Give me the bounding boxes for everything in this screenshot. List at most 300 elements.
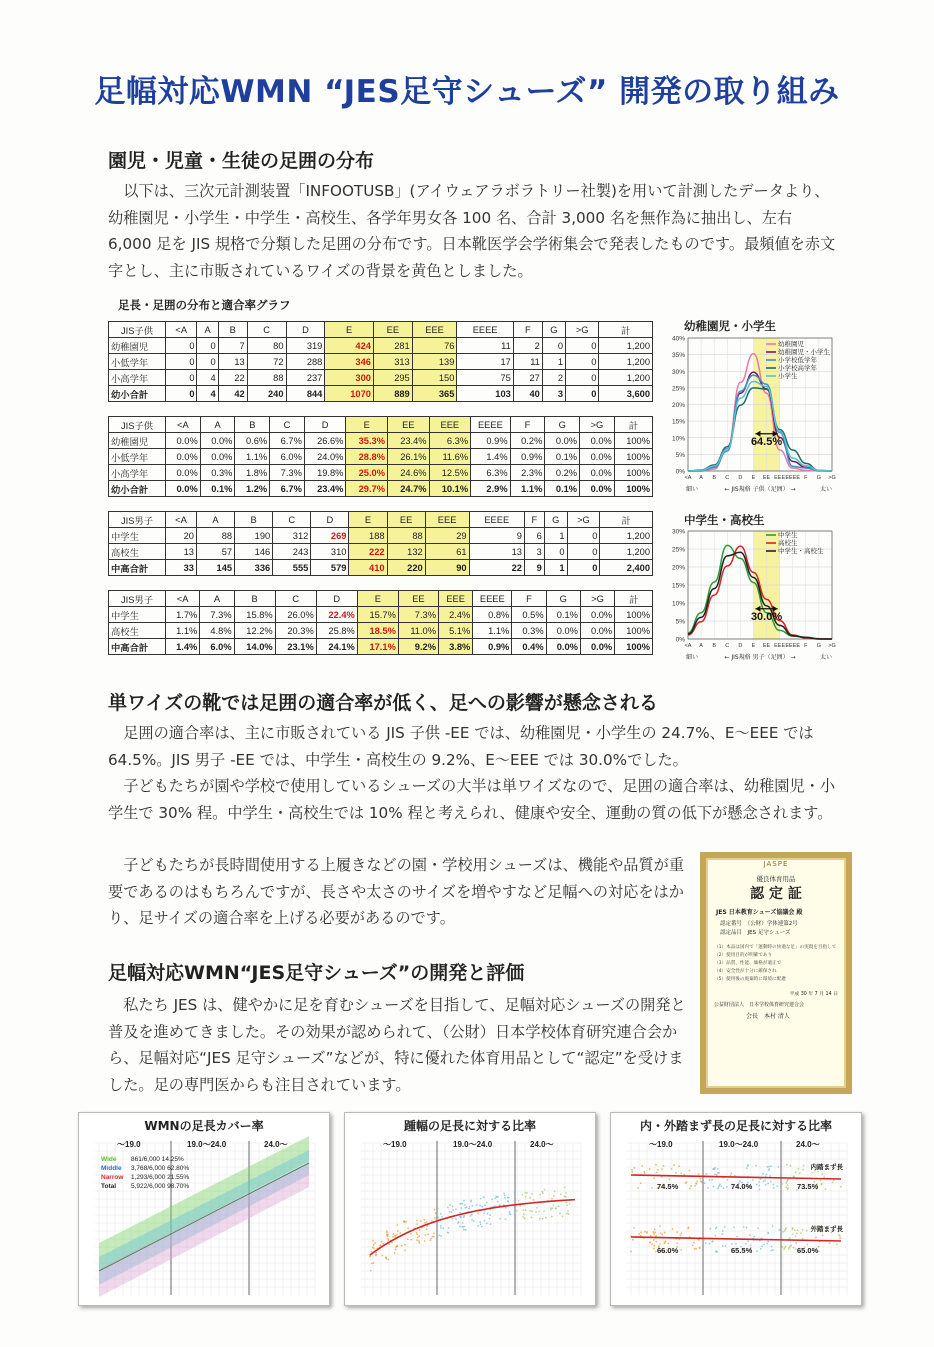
table-cell: 100% — [614, 449, 652, 465]
table-cell: 139 — [412, 354, 457, 370]
table-row — [109, 607, 653, 623]
scatter-point — [550, 1209, 552, 1211]
table-header-cell: G — [542, 322, 565, 338]
legend-value: 5,922/6,000 98.70% — [131, 1183, 190, 1190]
scatter-point — [735, 1243, 737, 1245]
table-cell: 1.2% — [235, 481, 270, 497]
scatter-point — [560, 1193, 562, 1195]
y-tick-label: 25% — [671, 546, 685, 554]
scatter-point — [480, 1223, 482, 1225]
scatter-point — [770, 1165, 772, 1167]
chart1-line-chart — [660, 332, 840, 497]
distribution-table-4 — [108, 590, 653, 655]
table-cell: 1,200 — [600, 528, 653, 544]
distribution-table-1 — [108, 321, 653, 402]
scatter-point — [486, 1222, 488, 1224]
table-cell: 0.9% — [471, 433, 511, 449]
scatter-point — [770, 1181, 772, 1183]
y-tick-label: 20% — [671, 564, 685, 572]
scatter-point — [518, 1200, 520, 1202]
annotation-label: 30.0% — [750, 610, 783, 623]
scatter-point — [660, 1232, 662, 1234]
scatter-point — [767, 1166, 769, 1168]
section2-paragraph-3: 子どもたちが長時間使用する上履きなどの園・学校用シューズは、機能や品質が重要であるのはもちろんですが、長さや太さのサイズを増やすなど足幅への対応をはかり、足サイズの適合率を上げる必要があるのです。 — [108, 856, 685, 927]
scatter-point — [484, 1204, 486, 1206]
scatter-point — [779, 1229, 781, 1231]
table-cell: 269 — [311, 528, 349, 544]
table-row — [109, 386, 653, 402]
scatter-point — [381, 1241, 383, 1243]
table-header-cell: C — [273, 512, 311, 528]
table-row-label: 幼稚園児 — [109, 433, 166, 449]
thumbnail-3-title: 内・外踏まず長の足長に対する比率 — [639, 1119, 832, 1133]
legend-key: Wide — [101, 1156, 117, 1163]
table-cell: 3,600 — [599, 386, 653, 402]
scatter-point — [711, 1179, 713, 1181]
scatter-point — [792, 1233, 794, 1235]
scatter-point — [714, 1173, 716, 1175]
y-tick-label: 10% — [671, 600, 685, 608]
scatter-point — [430, 1237, 432, 1239]
table-cell: 23.4% — [304, 481, 346, 497]
scatter-point — [730, 1174, 732, 1176]
table-cell: 6.0% — [200, 639, 234, 655]
scatter-point — [781, 1183, 783, 1185]
scatter-point — [680, 1249, 682, 1251]
table-cell: 57 — [196, 544, 234, 560]
table-cell: 7 — [218, 338, 247, 354]
table-cell: 0.0% — [200, 433, 235, 449]
table-cell: 1.8% — [235, 465, 270, 481]
table-cell: 0.1% — [546, 607, 580, 623]
scatter-point — [760, 1248, 762, 1250]
table-cell: 11.0% — [398, 623, 438, 639]
table-cell: 0 — [544, 544, 567, 560]
table-cell: 26.1% — [388, 449, 430, 465]
table-row-label: 中高合計 — [109, 560, 166, 576]
x-axis-caption-mid: ← JIS規格 子供（足囲） → — [724, 486, 796, 493]
table-cell: 2.9% — [471, 481, 511, 497]
table-cell: 0 — [197, 338, 218, 354]
scatter-point — [690, 1185, 692, 1187]
annotation-label: 64.5% — [750, 435, 783, 448]
scatter-point — [653, 1233, 655, 1235]
scatter-point — [562, 1216, 564, 1218]
table-header-cell: <A — [166, 322, 197, 338]
table-cell: 2,400 — [600, 560, 653, 576]
section1-text — [108, 178, 838, 284]
table-header-cell: 計 — [600, 512, 653, 528]
certificate-issuer: 公益財団法人 日本学校体育研究連合会 — [714, 1002, 805, 1008]
scatter-point — [434, 1217, 436, 1219]
table-cell: 9.2% — [398, 639, 438, 655]
table-cell: 22 — [218, 370, 247, 386]
scatter-point — [799, 1172, 801, 1174]
table-cell: 4.8% — [200, 623, 234, 639]
x-tick-label: C — [725, 643, 730, 649]
table-cell: 0.1% — [545, 449, 580, 465]
scatter-point — [435, 1218, 437, 1220]
scatter-point — [644, 1172, 646, 1174]
scatter-point — [509, 1211, 511, 1213]
x-tick-label: G — [816, 643, 822, 649]
scatter-point — [416, 1233, 418, 1235]
scatter-point — [543, 1210, 545, 1212]
scatter-point — [424, 1240, 426, 1242]
scatter-point — [566, 1204, 568, 1206]
table-header-cell: >G — [580, 417, 615, 433]
table-cell: 20.3% — [275, 623, 316, 639]
table-row — [109, 449, 653, 465]
range-label: 19.0〜24.0 — [719, 1140, 759, 1149]
scatter-point — [678, 1165, 680, 1167]
x-axis-caption-left: 細い — [686, 486, 699, 493]
scatter-point — [497, 1201, 499, 1203]
scatter-point — [632, 1239, 634, 1241]
table-header-cell: G — [544, 512, 567, 528]
scatter-point — [641, 1165, 643, 1167]
scatter-point — [704, 1182, 706, 1184]
table-cell: 281 — [373, 338, 412, 354]
scatter-point — [460, 1217, 462, 1219]
scatter-point — [749, 1234, 751, 1236]
scatter-point — [416, 1223, 418, 1225]
scatter-point — [686, 1181, 688, 1183]
table-cell: 6 — [524, 528, 544, 544]
table-cell: 0.0% — [580, 433, 615, 449]
scatter-point — [434, 1209, 436, 1211]
scatter-point — [416, 1220, 418, 1222]
distribution-table-3 — [108, 511, 653, 576]
distribution-tables — [108, 321, 653, 655]
table-cell: 336 — [235, 560, 273, 576]
scatter-point — [802, 1229, 804, 1231]
scatter-point — [424, 1222, 426, 1224]
table-cell: 410 — [349, 560, 387, 576]
y-tick-label: 20% — [671, 402, 685, 409]
scatter-point — [782, 1246, 784, 1248]
x-tick-label: B — [712, 643, 717, 649]
legend-label: 中学生 — [778, 532, 798, 539]
chart2-line-chart — [660, 525, 840, 665]
scatter-point — [676, 1231, 678, 1233]
distribution-table-2 — [108, 416, 653, 497]
table-header-cell: F — [510, 417, 545, 433]
scatter-point — [757, 1227, 759, 1229]
x-tick-label: EEEE — [785, 475, 801, 481]
table-row — [109, 528, 653, 544]
scatter-point — [477, 1225, 479, 1227]
table-cell: 844 — [286, 386, 325, 402]
scatter-point — [407, 1227, 409, 1229]
x-tick-label: >G — [828, 643, 836, 649]
table-cell: 0.2% — [545, 465, 580, 481]
table-header-cell: A — [200, 591, 234, 607]
table-cell: 310 — [311, 544, 349, 560]
scatter-point — [525, 1196, 527, 1198]
scatter-point — [418, 1240, 420, 1242]
scatter-point — [423, 1219, 425, 1221]
table-cell: 240 — [247, 386, 286, 402]
table-cell: 24.1% — [316, 639, 357, 655]
thumbnail-2-title: 踵幅の足長に対する比率 — [403, 1119, 536, 1133]
scatter-point — [714, 1167, 716, 1169]
scatter-point — [631, 1169, 633, 1171]
table-cell: 288 — [286, 354, 325, 370]
scatter-point — [564, 1195, 566, 1197]
scatter-point — [667, 1243, 669, 1245]
scatter-point — [471, 1219, 473, 1221]
scatter-point — [508, 1197, 510, 1199]
scatter-point — [524, 1192, 526, 1194]
scatter-point — [509, 1213, 511, 1215]
scatter-point — [452, 1209, 454, 1211]
table-cell: 300 — [325, 370, 374, 386]
scatter-point — [762, 1173, 764, 1175]
scatter-point — [395, 1248, 397, 1250]
table-cell: 100% — [615, 639, 653, 655]
range-label: 19.0〜24.0 — [187, 1140, 227, 1149]
thumbnail-2-plot — [355, 1135, 585, 1300]
scatter-point — [463, 1226, 465, 1228]
scatter-point — [387, 1259, 389, 1261]
table-cell: 88 — [247, 370, 286, 386]
x-tick-label: F — [804, 475, 808, 481]
scatter-point — [463, 1229, 465, 1231]
scatter-point — [717, 1168, 719, 1170]
scatter-point — [552, 1207, 554, 1209]
scatter-point — [525, 1209, 527, 1211]
table-header-cell: JIS男子 — [109, 591, 166, 607]
table-cell: 24.0% — [304, 449, 346, 465]
table-cell: 0 — [565, 370, 598, 386]
thumbnail-arch-ratio — [610, 1112, 862, 1306]
scatter-point — [687, 1228, 689, 1230]
table-row — [109, 465, 653, 481]
scatter-point — [694, 1185, 696, 1187]
table-cell: 0 — [567, 544, 600, 560]
scatter-point — [800, 1232, 802, 1234]
scatter-point — [480, 1198, 482, 1200]
table-header-cell: >G — [580, 591, 614, 607]
scatter-point — [418, 1242, 420, 1244]
scatter-point — [440, 1225, 442, 1227]
section3-text — [108, 992, 688, 1098]
scatter-point — [633, 1227, 635, 1229]
scatter-point — [427, 1233, 429, 1235]
scatter-point — [407, 1238, 409, 1240]
table-cell: 1,200 — [599, 370, 653, 386]
scatter-point — [692, 1244, 694, 1246]
table-cell: 100% — [615, 607, 653, 623]
table-cell: 12.2% — [234, 623, 275, 639]
table-cell: 0.0% — [545, 433, 580, 449]
chart1-title: 幼稚園児・小学生 — [684, 319, 776, 333]
table-cell: 0.0% — [166, 481, 201, 497]
scatter-point — [794, 1229, 796, 1231]
section1-paragraph: 以下は、三次元計測装置「INFOOTUSB」(アイウェアラボラトリー社製)を用いて計測したデータより、幼稚園児・小学生・中学生・高校生、各学年男女各 100 名、合計 3,000 名を無作為に抽出し、左右 6,000 足を JIS 規格で分類した足囲の分布です。日本靴医学会学術集会で発表したものです。最頻値を赤文字とし、主に市販されているワイズの背景を黄色としました。 — [108, 182, 836, 280]
table-cell: 35.3% — [346, 433, 388, 449]
scatter-point — [795, 1171, 797, 1173]
table-cell: 19.8% — [304, 465, 346, 481]
table-cell: 5.1% — [438, 623, 472, 639]
scatter-point — [803, 1165, 805, 1167]
plot-background — [621, 1135, 851, 1300]
scatter-point — [489, 1218, 491, 1220]
scatter-point — [680, 1234, 682, 1236]
scatter-point — [519, 1205, 521, 1207]
table-header-cell: EE — [387, 512, 425, 528]
scatter-point — [553, 1195, 555, 1197]
scatter-point — [532, 1199, 534, 1201]
scatter-point — [451, 1211, 453, 1213]
scatter-point — [727, 1179, 729, 1181]
table-header-row — [109, 591, 653, 607]
outer-value: 65.5% — [731, 1246, 753, 1255]
certificate-president: 会長 本村 清人 — [746, 1013, 790, 1020]
scatter-point — [705, 1173, 707, 1175]
table-cell: 15.7% — [357, 607, 398, 623]
table-cell: 0 — [166, 370, 197, 386]
scatter-point — [747, 1240, 749, 1242]
scatter-point — [644, 1231, 646, 1233]
table-cell: 6.3% — [429, 433, 471, 449]
scatter-point — [567, 1210, 569, 1212]
table-cell: 103 — [457, 386, 513, 402]
table-row-label: 高校生 — [109, 623, 166, 639]
scatter-point — [795, 1235, 797, 1237]
scatter-point — [655, 1241, 657, 1243]
x-tick-label: >G — [828, 475, 836, 481]
table-cell: 0 — [166, 354, 197, 370]
scatter-point — [522, 1209, 524, 1211]
scatter-point — [470, 1201, 472, 1203]
scatter-point — [756, 1250, 758, 1252]
table-header-cell: EEE — [412, 322, 457, 338]
table-row-label: 中学生 — [109, 528, 166, 544]
inner-value: 74.0% — [731, 1182, 753, 1191]
table-cell: 11 — [513, 354, 542, 370]
scatter-point — [838, 1234, 840, 1236]
y-tick-label: 5% — [675, 451, 685, 459]
table-cell: 11.6% — [429, 449, 471, 465]
scatter-point — [707, 1187, 709, 1189]
scatter-point — [714, 1235, 716, 1237]
scatter-point — [634, 1167, 636, 1169]
table-header-cell: G — [545, 417, 580, 433]
scatter-point — [490, 1223, 492, 1225]
table-row-label: 小高学年 — [109, 370, 166, 386]
scatter-point — [491, 1198, 493, 1200]
scatter-point — [725, 1245, 727, 1247]
scatter-point — [758, 1181, 760, 1183]
scatter-point — [797, 1168, 799, 1170]
table-cell: 76 — [412, 338, 457, 354]
table-cell: 26.0% — [275, 607, 316, 623]
x-tick-label: F — [804, 643, 808, 649]
page-title: 足幅対応WMN “JES足守シューズ” 開発の取り組み — [94, 74, 840, 110]
scatter-point — [630, 1251, 632, 1253]
scatter-point — [782, 1231, 784, 1233]
scatter-point — [396, 1234, 398, 1236]
scatter-point — [753, 1236, 755, 1238]
scatter-point — [387, 1239, 389, 1241]
scatter-point — [455, 1208, 457, 1210]
scatter-point — [403, 1220, 405, 1222]
scatter-point — [447, 1206, 449, 1208]
x-axis-caption-mid: ← JIS規格 男子（足囲） → — [724, 654, 796, 661]
scatter-point — [371, 1251, 373, 1253]
outer-value: 66.0% — [657, 1246, 679, 1255]
table-cell: 0 — [565, 354, 598, 370]
scatter-point — [698, 1239, 700, 1241]
table-cell: 2 — [513, 338, 542, 354]
y-tick-label: 25% — [671, 385, 685, 393]
scatter-point — [671, 1168, 673, 1170]
legend-value: 3,768/6,000 62.80% — [131, 1165, 190, 1172]
scatter-point — [380, 1244, 382, 1246]
scatter-point — [772, 1225, 774, 1227]
table-cell: 0.2% — [510, 433, 545, 449]
scatter-point — [769, 1175, 771, 1177]
table-header-cell: D — [304, 417, 346, 433]
scatter-point — [373, 1244, 375, 1246]
scatter-point — [535, 1211, 537, 1213]
table-row — [109, 623, 653, 639]
table-header-cell: G — [546, 591, 580, 607]
scatter-point — [759, 1178, 761, 1180]
scatter-point — [420, 1220, 422, 1222]
table-header-cell: B — [235, 417, 270, 433]
scatter-point — [768, 1168, 770, 1170]
scatter-point — [441, 1216, 443, 1218]
scatter-point — [661, 1234, 663, 1236]
scatter-point — [375, 1254, 377, 1256]
scatter-point — [440, 1235, 442, 1237]
scatter-point — [719, 1184, 721, 1186]
scatter-point — [465, 1229, 467, 1231]
scatter-point — [672, 1228, 674, 1230]
table-cell: 0 — [197, 354, 218, 370]
table-cell: 0.4% — [512, 639, 546, 655]
table-cell: 0 — [565, 338, 598, 354]
table-header-cell: 計 — [615, 591, 653, 607]
scatter-point — [486, 1202, 488, 1204]
table-cell: 23.1% — [275, 639, 316, 655]
scatter-point — [787, 1184, 789, 1186]
scatter-point — [452, 1206, 454, 1208]
scatter-point — [745, 1243, 747, 1245]
certificate — [700, 852, 852, 1094]
table-row — [109, 544, 653, 560]
scatter-point — [433, 1236, 435, 1238]
table-cell: 0.3% — [200, 465, 235, 481]
x-tick-label: E — [751, 475, 756, 481]
table-header-cell: A — [197, 322, 218, 338]
scatter-point — [820, 1180, 822, 1182]
scatter-point — [743, 1226, 745, 1228]
scatter-point — [787, 1187, 789, 1189]
scatter-point — [681, 1232, 683, 1234]
scatter-point — [705, 1242, 707, 1244]
scatter-point — [544, 1189, 546, 1191]
table-header-cell: A — [200, 417, 235, 433]
scatter-point — [731, 1172, 733, 1174]
table-cell: 100% — [614, 481, 652, 497]
scatter-point — [764, 1179, 766, 1181]
scatter-point — [382, 1243, 384, 1245]
table-header-cell: B — [235, 512, 273, 528]
